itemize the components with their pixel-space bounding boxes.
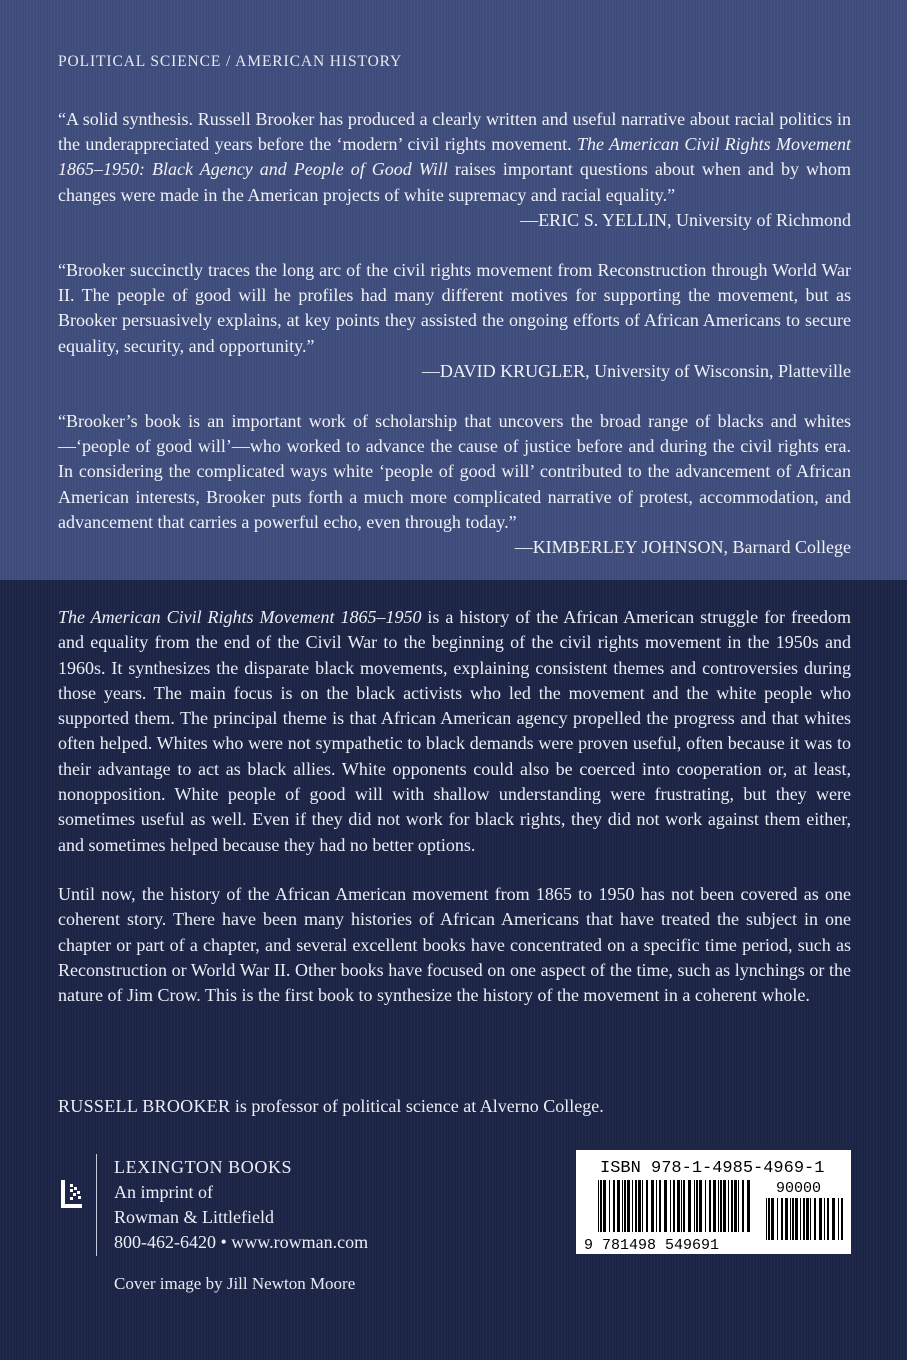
review-3-attribution [58,535,851,560]
cover-credit: Cover image by Jill Newton Moore [114,1274,356,1293]
barcode-bar [814,1198,816,1240]
barcode-bar [646,1180,648,1232]
barcode-bar [838,1198,839,1240]
barcode-bar [683,1180,685,1232]
category-label: POLITICAL SCIENCE / AMERICAN HISTORY [58,53,403,70]
barcode-bar [718,1180,719,1232]
barcode-bar [670,1180,671,1232]
description-book-title: The American Civil Rights Movement 1865–1950 [58,607,422,627]
barcode-addon-bars [766,1198,843,1240]
publisher-contact: 800-462-6420 • www.rowman.com [114,1232,369,1252]
review-1-attribution [58,208,851,233]
isbn-label: ISBN 978-1-4985-4969-1 [600,1159,825,1178]
barcode-bar [827,1198,829,1240]
book-description [58,605,851,1008]
barcode-bar [694,1180,695,1232]
barcode-bar [627,1180,630,1232]
author-bio-text: is professor of political science at Alverno College. [230,1096,604,1116]
publisher-parent: Rowman & Littlefield [114,1207,274,1227]
barcode-bar [651,1180,654,1232]
barcode-bar [803,1198,805,1240]
publisher-divider [96,1154,97,1256]
barcode-bar [832,1198,835,1240]
barcode-bar [638,1180,641,1232]
barcode-bar [781,1198,783,1240]
barcode-bar [598,1180,599,1232]
barcode-graphic [576,1150,851,1254]
review-blurbs [58,107,851,560]
barcode-bar [681,1180,682,1232]
barcode-bar [709,1180,711,1232]
barcode-bars [598,1180,750,1232]
price-code: 90000 [776,1180,822,1197]
barcode-bar [777,1198,778,1240]
barcode-bar [713,1180,716,1232]
barcode-bar [613,1180,615,1232]
barcode-bar [659,1180,661,1232]
barcode-bar [795,1198,798,1240]
publisher-block [58,1154,458,1254]
barcode-bar [728,1180,729,1232]
barcode-bar [810,1198,811,1240]
barcode-bar [720,1180,722,1232]
review-1-text-before: “A solid synthesis. Russell Brooker has produced a clearly written and useful narrative about racial politics in the underappreciated years before the ‘modern’ civil rights movement. [58,109,851,155]
barcode-bar [688,1180,691,1232]
review-1-reviewer: —ERIC S. YELLIN [520,209,668,230]
barcode-bar [677,1180,680,1232]
review-3-reviewer: —KIMBERLEY JOHNSON [514,537,724,558]
publisher-imprint-line: An imprint of [114,1182,213,1202]
barcode-bar [734,1180,737,1232]
barcode-bar [768,1198,770,1240]
review-3-affiliation: , Barnard College [723,537,851,558]
isbn-barcode [576,1150,851,1254]
review-2-affiliation: , University of Wisconsin, Platteville [585,360,851,381]
review-quote-2: “Brooker succinctly traces the long arc of the civil rights movement from Reconstruction through World War II. The people of good will he profiles had many different motives for supporting the movement, but as Brooker persuasively explains, at key points they assisted the ongoing efforts of African Americans to secure equality, security, and opportunity.” [58,260,851,356]
barcode-bar [771,1198,774,1240]
barcode-bar [731,1180,733,1232]
lexington-books-logo-icon [58,1178,86,1212]
barcode-bar [664,1180,667,1232]
barcode-bar [632,1180,633,1232]
barcode-bar [766,1198,767,1240]
review-2-reviewer: —DAVID KRUGLER [421,360,586,381]
barcode-bar [609,1180,610,1232]
barcode-bar [806,1198,809,1240]
barcode-bar [705,1180,706,1232]
review-1-book-title: The American Civil Rights Movement 1865–1950: Black Agency and People of Good Will [58,134,851,180]
barcode-bar [622,1180,623,1232]
publisher-name: LEXINGTON BOOKS [114,1157,293,1177]
ean-digits: 9 781498 549691 [584,1237,720,1254]
review-1-affiliation: , University of Richmond [667,209,851,230]
publisher-info [114,1155,368,1255]
description-paragraph-1 [58,605,851,858]
barcode-bar [738,1180,739,1232]
description-paragraph-2: Until now, the history of the African American movement from 1865 to 1950 has not been covered as one coherent story. There have been many histories of African Americans that have treated the subject in one chapter or part of a chapter, and several excellent books have concentrated on a specific time period, such as Reconstruction or World War II. Other books have focused on one aspect of the time, such as lynchings or the nature of Jim Crow. This is the first book to synthesize the history of the movement in a coherent whole. [58,883,851,1006]
barcode-bar [742,1180,744,1232]
barcode-bar [603,1180,606,1232]
barcode-bar [635,1180,637,1232]
barcode-bar [673,1180,675,1232]
barcode-bar [824,1198,825,1240]
barcode-bar [790,1198,791,1240]
author-name: RUSSELL BROOKER [58,1096,231,1116]
barcode-bar [747,1180,750,1232]
review-quote-3: “Brooker’s book is an important work of scholarship that uncovers the broad range of blacks and whites—‘people of good will’—who worked to advance the cause of justice before and during the civil rights era. In considering the complicated ways white ‘people of good will’ contributed to the advancement of African American interests, Brooker puts forth a much more complicated narrative of protest, accommodation, and advancement that carries a powerful echo, even through today.” [58,411,851,532]
description-paragraph-1-text: is a history of the African American struggle for freedom and equality from the end of the Civil War to the beginning of the civil rights movement in the 1950s and 1960s. It synthesizes the disparate black movements, explaining consistent themes and controversies during those years. The main focus is on the black activists who led the movement and the white people who supported them. The principal theme is that African American agency propelled the progress and that whites often helped. Whites who were not sympathetic to black demands were proven useful, often because it was to their advantage to act as black allies. White opponents could also be coerced into cooperation or, at least, nonopposition. White people of good will with shallow understanding were frustrating, but they were sometimes useful as well. Even if they did not work for black rights, they did not work against them either, and sometimes helped because they had no better options. [58,607,851,855]
review-2-attribution [58,359,851,384]
barcode-bar [617,1180,620,1232]
barcode-bar [696,1180,698,1232]
author-bio [58,1096,604,1117]
review-quote-1 [58,107,851,208]
barcode-bar [792,1198,794,1240]
barcode-bar [723,1180,726,1232]
barcode-bar [841,1198,843,1240]
barcode-bar [600,1180,602,1232]
barcode-bar [642,1180,643,1232]
barcode-bar [699,1180,702,1232]
barcode-bar [819,1198,822,1240]
barcode-bar [800,1198,801,1240]
barcode-bar [785,1198,788,1240]
barcode-bar [656,1180,657,1232]
barcode-bar [624,1180,626,1232]
review-1-text-after: raises important questions about when and by whom changes were made in the American projects of white supremacy and racial equality.” [58,159,851,205]
